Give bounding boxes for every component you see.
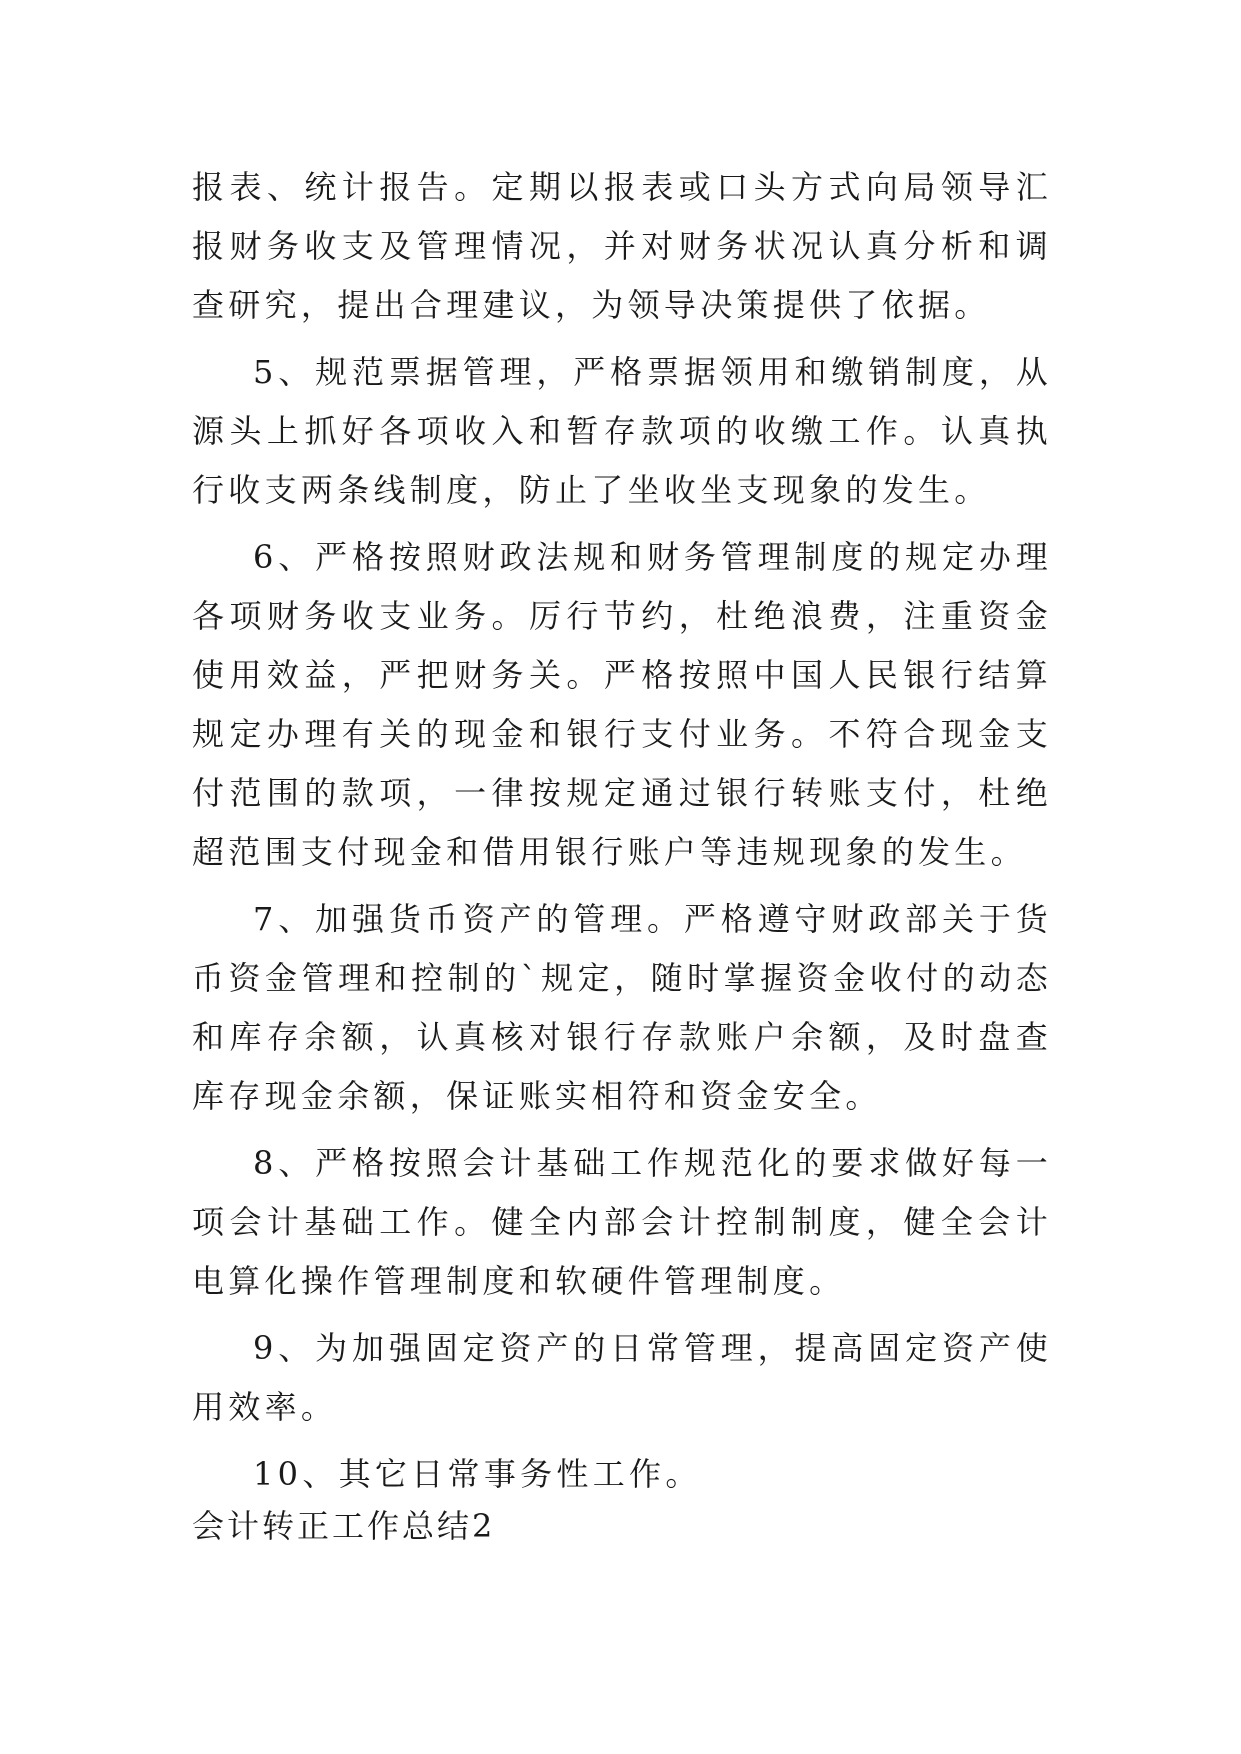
document-body <box>192 158 1052 1512</box>
paragraph-item-9: 9、为加强固定资产的日常管理，提高固定资产使用效率。 <box>192 1329 1052 1426</box>
paragraph-item-5: 5、规范票据管理，严格票据领用和缴销制度，从源头上抓好各项收入和暂存款项的收缴工作。认真执行收支两条线制度，防止了坐收坐支现象的发生。 <box>192 353 1052 509</box>
paragraph-item-8: 8、严格按照会计基础工作规范化的要求做好每一项会计基础工作。健全内部会计控制制度，健全会计电算化操作管理制度和软硬件管理制度。 <box>192 1144 1052 1300</box>
paragraph-item-10: 10、其它日常事务性工作。 <box>253 1455 702 1493</box>
paragraph-item-7: 7、加强货币资产的管理。严格遵守财政部关于货币资金管理和控制的`规定，随时掌握资金收付的动态和库存余额，认真核对银行存款账户余额，及时盘查库存现金余额，保证账实相符和资金安全。 <box>192 900 1052 1115</box>
paragraph-item-6: 6、严格按照财政法规和财务管理制度的规定办理各项财务收支业务。厉行节约，杜绝浪费，注重资金使用效益，严把财务关。严格按照中国人民银行结算规定办理有关的现金和银行支付业务。不符合现金支付范围的款项，一律按规定通过银行转账支付，杜绝超范围支付现金和借用银行账户等违规现象的发生。 <box>192 538 1052 871</box>
section-title: 会计转正工作总结2 <box>192 1507 496 1545</box>
paragraph-continuation: 报表、统计报告。定期以报表或口头方式向局领导汇报财务收支及管理情况，并对财务状况认真分析和调查研究，提出合理建议，为领导决策提供了依据。 <box>192 168 1052 324</box>
